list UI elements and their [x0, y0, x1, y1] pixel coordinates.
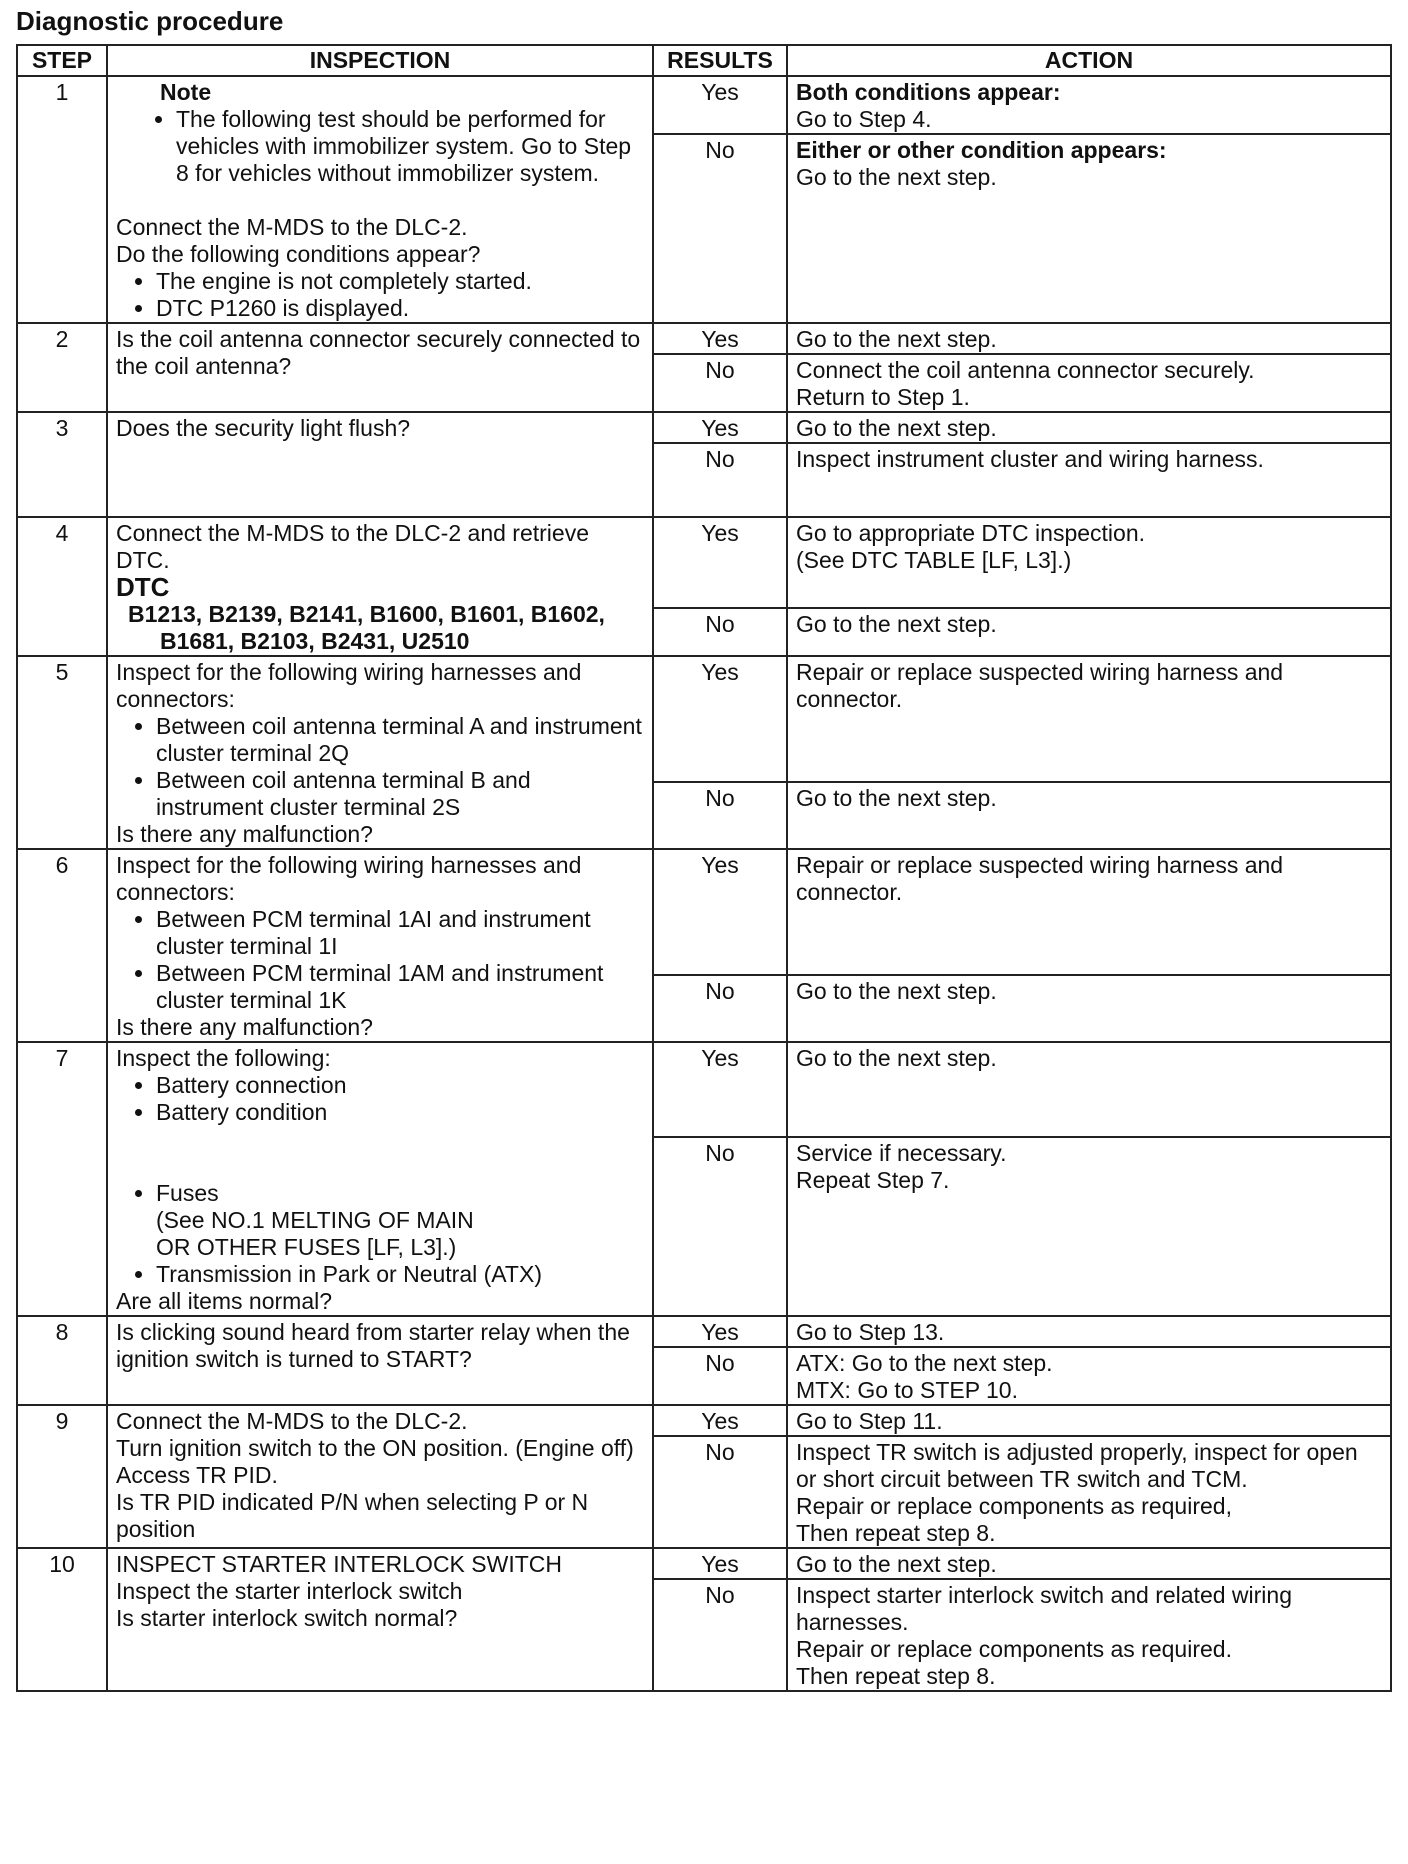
result-yes: Yes [653, 517, 787, 608]
action-text: Repair or replace suspected wiring harness and connector. [796, 659, 1284, 712]
note-label: Note [160, 79, 212, 105]
result-no: No [653, 975, 787, 1042]
result-yes: Yes [653, 1316, 787, 1347]
result-yes: Yes [653, 323, 787, 354]
action-text: Go to the next step. [796, 326, 997, 352]
inspection-line: Does the security light flush? [116, 415, 411, 441]
step-number: 3 [17, 412, 107, 517]
inspection-line: Is clicking sound heard from starter relay when the ignition switch is turned to START? [116, 1319, 630, 1372]
result-no: No [653, 1579, 787, 1691]
bullet-item: • Between coil antenna terminal A and instrument cluster terminal 2Q [156, 713, 644, 767]
inspection-cell [107, 656, 653, 849]
action-text: Then repeat step 8. [796, 1663, 996, 1689]
table-row [17, 412, 1391, 443]
inspection-line: Connect the M-MDS to the DLC-2. [116, 1408, 468, 1434]
table-header-row [17, 45, 1391, 76]
bullet-item: • Between PCM terminal 1AM and instrument cluster terminal 1K [156, 960, 644, 1014]
action-text: Then repeat step 8. [796, 1520, 996, 1546]
step-number: 6 [17, 849, 107, 1042]
result-no: No [653, 1347, 787, 1405]
page-title: Diagnostic procedure [16, 6, 284, 36]
dtc-codes: B1213, B2139, B2141, B1600, B1601, B1602, [128, 601, 605, 627]
action-cell [787, 1347, 1391, 1405]
dtc-codes: B1681, B2103, B2431, U2510 [160, 628, 470, 654]
note-item: • The following test should be performed for vehicles with immobilizer system. Go to Step 8 for vehicles without immobilizer system. [176, 106, 644, 187]
step-number: 2 [17, 323, 107, 412]
inspection-cell [107, 849, 653, 1042]
inspection-question: Is there any malfunction? [116, 821, 373, 847]
action-text: Repair or replace components as required. [796, 1636, 1232, 1662]
inspection-line: Is the coil antenna connector securely connected to the coil antenna? [116, 326, 641, 379]
action-cell [787, 354, 1391, 412]
header-inspection: INSPECTION [107, 45, 653, 76]
bullet-item: • Between coil antenna terminal B and instrument cluster terminal 2S [156, 767, 644, 821]
action-text: Go to Step 4. [796, 106, 932, 132]
table-row [17, 849, 1391, 975]
action-text: Go to Step 11. [796, 1408, 943, 1434]
result-no: No [653, 1137, 787, 1316]
inspection-line: Is starter interlock switch normal? [116, 1605, 458, 1631]
header-action: ACTION [787, 45, 1391, 76]
header-step: STEP [17, 45, 107, 76]
inspection-cell [107, 1042, 653, 1316]
step-number: 1 [17, 76, 107, 323]
action-text: ATX: Go to the next step. [796, 1350, 1053, 1376]
result-no: No [653, 443, 787, 517]
inspection-line: Inspect for the following wiring harnesses and connectors: [116, 852, 582, 905]
table-row [17, 1042, 1391, 1137]
bullet-item: • Transmission in Park or Neutral (ATX) [156, 1261, 644, 1288]
action-cell [787, 1316, 1391, 1347]
action-cell [787, 656, 1391, 782]
action-cell [787, 1042, 1391, 1137]
bullet-item: • Between PCM terminal 1AI and instrument cluster terminal 1I [156, 906, 644, 960]
fuses-reference: (See NO.1 MELTING OF MAIN [156, 1207, 474, 1233]
action-text: Inspect TR switch is adjusted properly, inspect for open or short circuit between TR switch and TCM. [796, 1439, 1358, 1492]
inspection-question: Are all items normal? [116, 1288, 333, 1314]
action-text: Go to the next step. [796, 415, 997, 441]
action-cell [787, 1137, 1391, 1316]
step-number: 7 [17, 1042, 107, 1316]
bullet-item: • Battery condition [156, 1099, 644, 1126]
action-text: Go to the next step. [796, 977, 997, 1004]
action-text: Repair or replace suspected wiring harness and connector. [796, 852, 1284, 905]
table-row [17, 517, 1391, 608]
inspection-cell [107, 412, 653, 517]
action-text: Inspect starter interlock switch and related wiring harnesses. [796, 1582, 1292, 1635]
action-cell [787, 782, 1391, 849]
inspection-cell [107, 76, 653, 323]
inspection-line: Inspect the starter interlock switch [116, 1578, 463, 1604]
result-yes: Yes [653, 656, 787, 782]
inspection-cell [107, 323, 653, 412]
result-yes: Yes [653, 1548, 787, 1579]
action-text: Go to the next step. [796, 610, 997, 637]
action-text: Repeat Step 7. [796, 1167, 950, 1194]
dtc-label: DTC [116, 572, 170, 602]
inspection-cell [107, 517, 653, 656]
action-text: Go to the next step. [796, 1551, 997, 1577]
result-yes: Yes [653, 412, 787, 443]
action-text: (See DTC TABLE [LF, L3].) [796, 547, 1072, 573]
bullet-item: • Battery connection [156, 1072, 644, 1099]
action-text: Go to the next step. [796, 784, 997, 811]
inspection-cell [107, 1548, 653, 1691]
result-yes: Yes [653, 1042, 787, 1137]
inspection-line: Do the following conditions appear? [116, 241, 481, 267]
result-no: No [653, 608, 787, 656]
action-cell [787, 443, 1391, 517]
table-row [17, 323, 1391, 354]
bullet-item: • The engine is not completely started. [156, 268, 644, 295]
action-cell [787, 1548, 1391, 1579]
table-row [17, 656, 1391, 782]
action-text: MTX: Go to STEP 10. [796, 1377, 1018, 1403]
action-heading: Both conditions appear: [796, 79, 1061, 105]
bullet-item: • DTC P1260 is displayed. [156, 295, 644, 322]
bullet-item: • Fuses [156, 1180, 644, 1207]
inspection-line: INSPECT STARTER INTERLOCK SWITCH [116, 1551, 562, 1577]
step-number: 8 [17, 1316, 107, 1405]
diagnostic-table [16, 44, 1392, 1692]
action-text: Go to Step 13. [796, 1319, 945, 1345]
table-row [17, 1548, 1391, 1579]
inspection-line: Turn ignition switch to the ON position. (Engine off) [116, 1435, 634, 1461]
action-text: Return to Step 1. [796, 384, 970, 410]
header-results: RESULTS [653, 45, 787, 76]
table-row [17, 76, 1391, 134]
action-text: Go to the next step. [796, 164, 997, 190]
result-no: No [653, 1436, 787, 1548]
action-cell [787, 517, 1391, 608]
table-row [17, 1405, 1391, 1436]
inspection-cell [107, 1316, 653, 1405]
table-row [17, 1316, 1391, 1347]
action-text: Inspect instrument cluster and wiring harness. [796, 446, 1264, 472]
action-cell [787, 1436, 1391, 1548]
step-number: 9 [17, 1405, 107, 1548]
step-number: 5 [17, 656, 107, 849]
action-text: Go to appropriate DTC inspection. [796, 520, 1146, 546]
action-cell [787, 323, 1391, 354]
result-yes: Yes [653, 849, 787, 975]
step-number: 4 [17, 517, 107, 656]
result-no: No [653, 354, 787, 412]
inspection-line: Access TR PID. [116, 1462, 278, 1488]
action-cell [787, 849, 1391, 975]
action-cell [787, 975, 1391, 1042]
action-cell [787, 1405, 1391, 1436]
result-no: No [653, 782, 787, 849]
action-heading: Either or other condition appears: [796, 137, 1167, 163]
result-yes: Yes [653, 76, 787, 134]
inspection-line: Inspect the following: [116, 1045, 331, 1071]
inspection-cell [107, 1405, 653, 1548]
action-text: Go to the next step. [796, 1045, 997, 1071]
result-yes: Yes [653, 1405, 787, 1436]
action-text: Connect the coil antenna connector securely. [796, 357, 1255, 383]
action-cell [787, 412, 1391, 443]
result-no: No [653, 134, 787, 323]
action-cell [787, 134, 1391, 323]
step-number: 10 [17, 1548, 107, 1691]
action-text: Service if necessary. [796, 1140, 1007, 1167]
inspection-line: Connect the M-MDS to the DLC-2. [116, 214, 468, 240]
fuses-reference: OR OTHER FUSES [LF, L3].) [156, 1234, 457, 1260]
action-cell [787, 1579, 1391, 1691]
inspection-question: Is there any malfunction? [116, 1014, 373, 1040]
action-text: Repair or replace components as required, [796, 1493, 1232, 1519]
action-cell [787, 608, 1391, 656]
inspection-line: Connect the M-MDS to the DLC-2 and retrieve DTC. [116, 520, 589, 573]
action-cell [787, 76, 1391, 134]
inspection-line: Is TR PID indicated P/N when selecting P or N position [116, 1489, 589, 1542]
inspection-line: Inspect for the following wiring harnesses and connectors: [116, 659, 582, 712]
